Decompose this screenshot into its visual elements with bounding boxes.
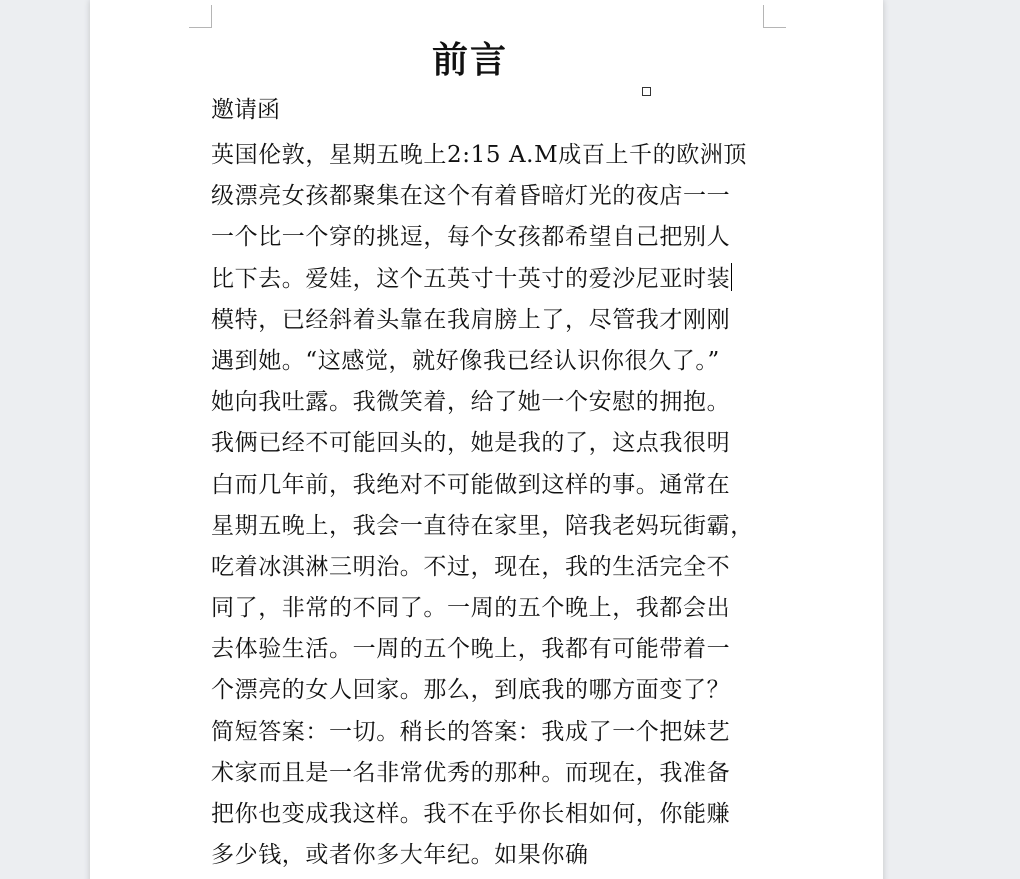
body-line[interactable]: 遇到她。“这感觉，就好像我已经认识你很久了。”: [211, 347, 720, 374]
body-line[interactable]: 一个比一个穿的挑逗，每个女孩都希望自己把别人: [211, 224, 731, 251]
body-line[interactable]: 英国伦敦，星期五晚上2:15 A.M成百上千的欧洲顶: [211, 142, 748, 168]
body-line[interactable]: 吃着冰淇淋三明治。不过，现在，我的生活完全不: [211, 553, 731, 580]
body-line[interactable]: 同了，非常的不同了。一周的五个晚上，我都会出: [211, 595, 731, 622]
document-page[interactable]: [90, 0, 883, 879]
body-line[interactable]: 术家而且是一名非常优秀的那种。而现在，我准备: [211, 759, 731, 786]
body-line-text[interactable]: 比下去。爱娃，这个五英寸十英寸的爱沙尼亚时装: [211, 265, 731, 292]
document-body[interactable]: [211, 135, 771, 876]
text-cursor: [731, 263, 732, 291]
body-line[interactable]: 模特，已经斜着头靠在我肩膀上了，尽管我才刚刚: [211, 306, 731, 333]
document-title[interactable]: 前言: [431, 39, 508, 81]
body-line[interactable]: 我俩已经不可能回头的，她是我的了，这点我很明: [211, 430, 731, 457]
margin-corner-top-right: [763, 5, 786, 28]
body-line[interactable]: 多少钱，或者你多大年纪。如果你确: [211, 842, 589, 869]
body-line[interactable]: 个漂亮的女人回家。那么，到底我的哪方面变了？: [211, 677, 731, 704]
body-line[interactable]: 把你也变成我这样。我不在乎你长相如何，你能赚: [211, 801, 731, 827]
object-anchor-handle[interactable]: [642, 87, 651, 96]
margin-corner-top-left: [189, 5, 212, 28]
body-line[interactable]: 白而几年前，我绝对不可能做到这样的事。通常在: [211, 471, 731, 498]
document-subtitle[interactable]: 邀请函: [211, 97, 280, 123]
body-line[interactable]: 简短答案：一切。稍长的答案：我成了一个把妹艺: [211, 718, 731, 745]
body-line[interactable]: 级漂亮女孩都聚集在这个有着昏暗灯光的夜店一一: [211, 183, 731, 210]
body-line[interactable]: 去体验生活。一周的五个晚上，我都有可能带着一: [211, 636, 731, 663]
body-line-with-caret[interactable]: [211, 259, 771, 300]
body-line[interactable]: 星期五晚上，我会一直待在家里，陪我老妈玩街霸，: [211, 512, 754, 539]
body-line[interactable]: 她向我吐露。我微笑着，给了她一个安慰的拥抱。: [211, 389, 731, 416]
